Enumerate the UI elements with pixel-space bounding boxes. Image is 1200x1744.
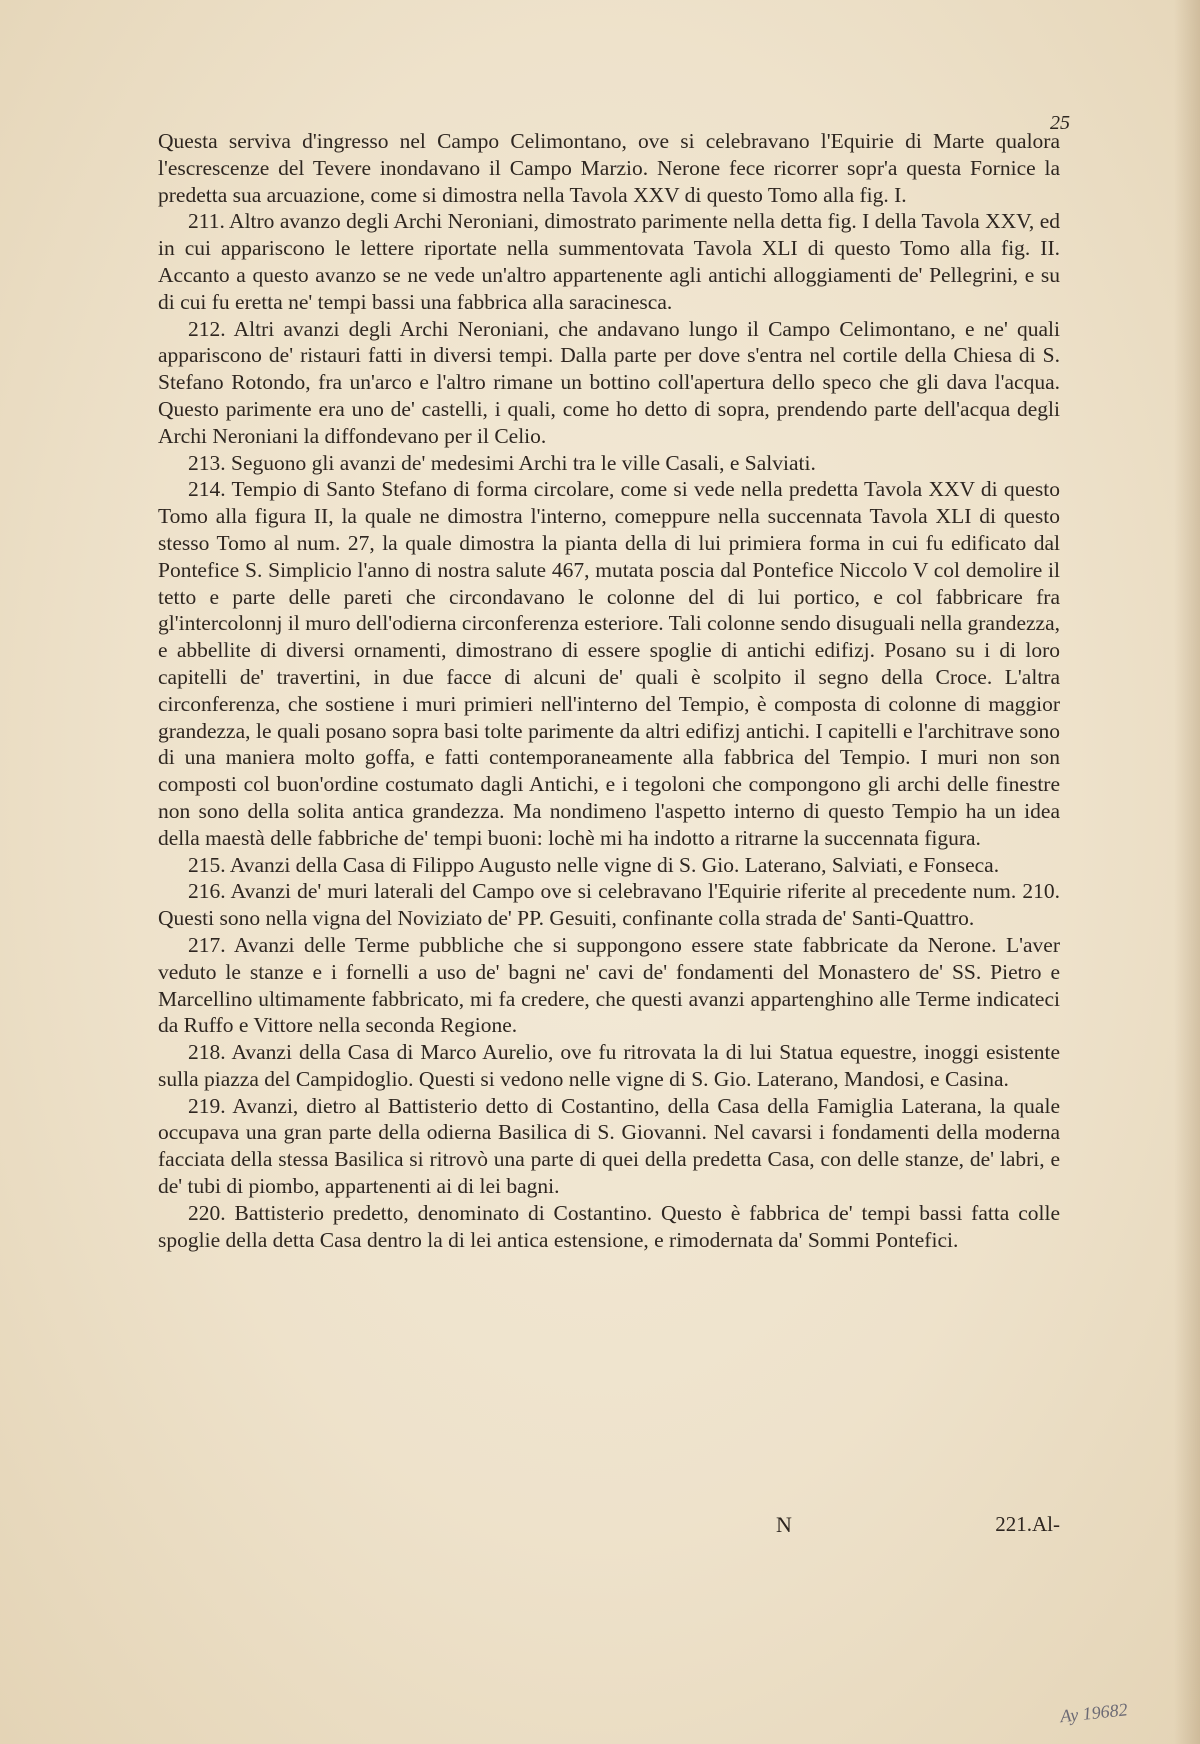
- page-number: 25: [1050, 112, 1070, 134]
- paragraph-212: 212. Altri avanzi degli Archi Neroniani, che andavano lungo il Campo Celimontano, e ne' quali appariscono de' ristauri fatti in diversi tempi. Dalla parte per dove s'entra nel cortile della Chiesa di S. Stefano Rotondo, fra un'arco e l'altro rimane un bottino coll'apertura dello speco che gli dava l'acqua. Questo parimente era uno de' castelli, i quali, come ho detto di sopra, prendendo parte dell'acqua degli Archi Neroniani la diffondevano per il Celio.: [158, 316, 1060, 448]
- paragraph-216: 216. Avanzi de' muri laterali del Campo ove si celebravano l'Equirie riferite al precedente num. 210. Questi sono nella vigna del Noviziato de' PP. Gesuiti, confinante colla strada de' Santi-Quattro.: [158, 879, 1060, 931]
- paragraph-213: 213. Seguono gli avanzi de' medesimi Archi tra le ville Casali, e Salviati.: [188, 450, 816, 475]
- catchword: 221.Al-: [995, 1512, 1060, 1536]
- paragraph-215: 215. Avanzi della Casa di Filippo Augusto nelle vigne di S. Gio. Laterano, Salviati, e Fonseca.: [188, 852, 1000, 877]
- signature-mark: N: [776, 1512, 792, 1537]
- archive-pencil-note: Ay 19682: [1059, 1699, 1129, 1727]
- paper-edge-shadow: [1174, 0, 1200, 1744]
- paragraph-219: 219. Avanzi, dietro al Battisterio detto di Costantino, della Casa della Famiglia Laterana, la quale occupava una gran parte della odierna Basilica di S. Giovanni. Nel cavarsi i fondamenti della moderna facciata della stessa Basilica si ritrovò una parte di quei della predetta Casa, con delle stanze, de' labri, e de' tubi di piombo, appartenenti ai di lei bagni.: [158, 1093, 1060, 1199]
- paragraph-211: 211. Altro avanzo degli Archi Neroniani, dimostrato parimente nella detta fig. I della Tavola XXV, ed in cui appariscono le lettere riportate nella summentovata Tavola XLI di questo Tomo alla fig. II. Accanto a questo avanzo se ne vede un'altro appartenente agli antichi alloggiamenti de' Pellegrini, e su di cui fu eretta ne' tempi bassi una fabbrica alla saracinesca.: [158, 209, 1060, 314]
- paragraph-217: 217. Avanzi delle Terme pubbliche che si suppongono essere state fabbricate da Nerone. L'aver veduto le stanze e i fornelli a uso de' bagni ne' cavi de' fondamenti del Monastero de' SS. Pietro e Marcellino ultimamente fabbricato, mi fa credere, che questi avanzi appartenghino alle Terme indicateci da Ruffo e Vittore nella seconda Regione.: [158, 932, 1060, 1038]
- body-text: [158, 128, 1060, 1253]
- paragraph-220: 220. Battisterio predetto, denominato di Costantino. Questo è fabbrica de' tempi bassi fatta colle spoglie della detta Casa dentro la di lei antica estensione, e rimodernata da' Sommi Pontefici.: [158, 1200, 1060, 1252]
- paragraph-continuation: Questa serviva d'ingresso nel Campo Celimontano, ove si celebravano l'Equirie di Marte qualora l'escrescenze del Tevere inondavano il Campo Marzio. Nerone fece ricorrer sopr'a questa Fornice la predetta sua arcuazione, come si dimostra nella Tavola XXV di questo Tomo alla fig. I.: [158, 129, 1060, 207]
- paragraph-214: 214. Tempio di Santo Stefano di forma circolare, come si vede nella predetta Tavola XXV di questo Tomo alla figura II, la quale ne dimostra l'interno, comeppure nella succennata Tavola XLI di questo stesso Tomo al num. 27, la quale dimostra la pianta della di lui primiera forma in cui fu edificato dal Pontefice S. Simplicio l'anno di nostra salute 467, mutata poscia dal Pontefice Niccolo V col demolire il tetto e parte delle pareti che circondavano le colonne del di lui portico, e col fabbricare fra gl'intercolonnj il muro dell'odierna circonferenza esteriore. Tali colonne sendo disuguali nella grandezza, e abbellite di diversi ornamenti, dimostrano di essere spoglie di antichi edifizj. Posano su i di loro capitelli de' travertini, in due facce di alcuni de' quali è scolpito il segno della Croce. L'altra circonferenza, che sostiene i muri primieri nell'interno del Tempio, è composta di colonne di maggior grandezza, le quali posano sopra basi tolte parimente da altri edifizj antichi. I capitelli e l'architrave sono di una maniera molto goffa, e fatti contemporaneamente alla fabbrica del Tempio. I muri non son composti col buon'ordine costumato dagli Antichi, e i tegoloni che compongono gli archi delle finestre non sono della solita antica grandezza. Ma nondimeno l'aspetto interno di questo Tempio ha un idea della maestà delle fabbriche de' tempi buoni: lochè mi ha indotto a ritrarne la succennata figura.: [158, 477, 1060, 850]
- paragraph-218: 218. Avanzi della Casa di Marco Aurelio, ove fu ritrovata la di lui Statua equestre, inoggi esistente sulla piazza del Campidoglio. Questi si vedono nelle vigne di S. Gio. Laterano, Mandosi, e Casina.: [158, 1040, 1060, 1091]
